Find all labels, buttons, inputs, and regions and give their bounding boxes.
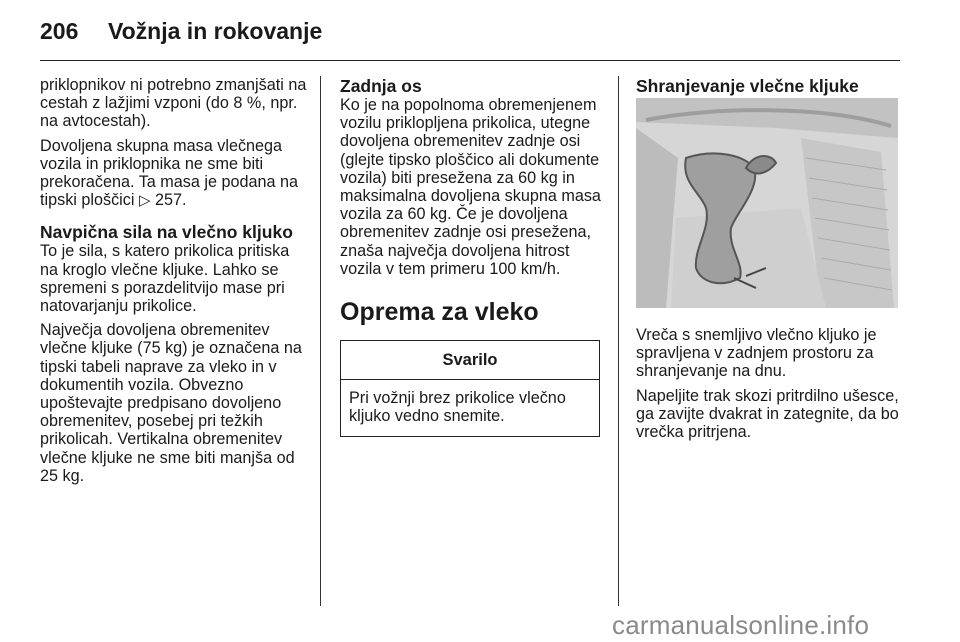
paragraph-bag-location: Vreča s snemljivo vlečno kljuko je spravljena v zadnjem prostoru za shranjevanje na dnu. [636, 326, 877, 381]
warning-title: Svarilo [341, 341, 599, 380]
page-number: 206 [40, 18, 79, 44]
column-3 [636, 76, 904, 447]
column-1 [40, 76, 308, 491]
paragraph-rear-axle: Ko je na popolnoma obremenjenem vozilu priklopljena prikolica, utegne dovoljena obremenitev zadnje osi (glejte tipsko ploščico ali dokumente vozila) biti presežena za 60 kg in maksimalna dovoljena skupna masa vozila za 60 kg. Če je dovoljena obremenitev zadnje osi presežena, znaša največja dovoljena hitrost vozila v tem primeru 100 km/h. [340, 96, 601, 278]
warning-box [340, 340, 600, 437]
heading-vertical-load: Navpična sila na vlečno kljuko [40, 222, 293, 243]
page-title: Vožnja in rokovanje [108, 18, 323, 44]
paragraph-trailer-gradient: priklopnikov ni potrebno zmanjšati na cestah z lažjimi vzponi (do 8 %, npr. na avtocestah). [40, 76, 307, 131]
column-divider [618, 76, 619, 606]
paragraph-total-mass [40, 137, 308, 211]
warning-text: Pri vožnji brez prikolice vlečno kljuko vedno snemite. [349, 389, 566, 426]
paragraph-max-vertical-load: Največja dovoljena obremenitev vlečne kljuke (75 kg) je označena na tipski tabeli naprave za vleko in v dokumentih vozila. Obvezno upoštevajte predpisano dovoljeno obremenitev, posebej pri težkih prikolicah. Vertikalna obremenitev vlečne kljuke ne sme biti manjša od 25 kg. [40, 321, 302, 485]
column-2 [340, 76, 602, 437]
heading-towbar-storage: Shranjevanje vlečne kljuke [636, 76, 859, 96]
towbar-bag-photo [636, 98, 898, 308]
reference-arrow-icon: ▷ [138, 192, 151, 210]
section-title-towing-equipment: Oprema za vleko [340, 298, 539, 327]
paragraph-total-mass-text: Dovoljena skupna masa vlečnega vozila in priklopnika ne sme biti prekoračena. Ta masa je podana na tipski ploščici [40, 136, 298, 210]
paragraph-vertical-load-definition: To je sila, s katero prikolica pritiska na kroglo vlečne kljuke. Lahko se spremeni s porazdelitvijo mase pri natovarjanju prikolice. [40, 242, 290, 316]
page-reference: 257. [155, 191, 187, 210]
heading-rear-axle: Zadnja os [340, 76, 422, 96]
paragraph-strap-instructions: Napeljite trak skozi pritrdilno ušesce, ga zavijte dvakrat in zategnite, da bo vrečka pritrjena. [636, 386, 899, 442]
column-divider [320, 76, 321, 606]
watermark: carmanualsonline.info [612, 610, 870, 640]
header-rule [40, 60, 900, 61]
